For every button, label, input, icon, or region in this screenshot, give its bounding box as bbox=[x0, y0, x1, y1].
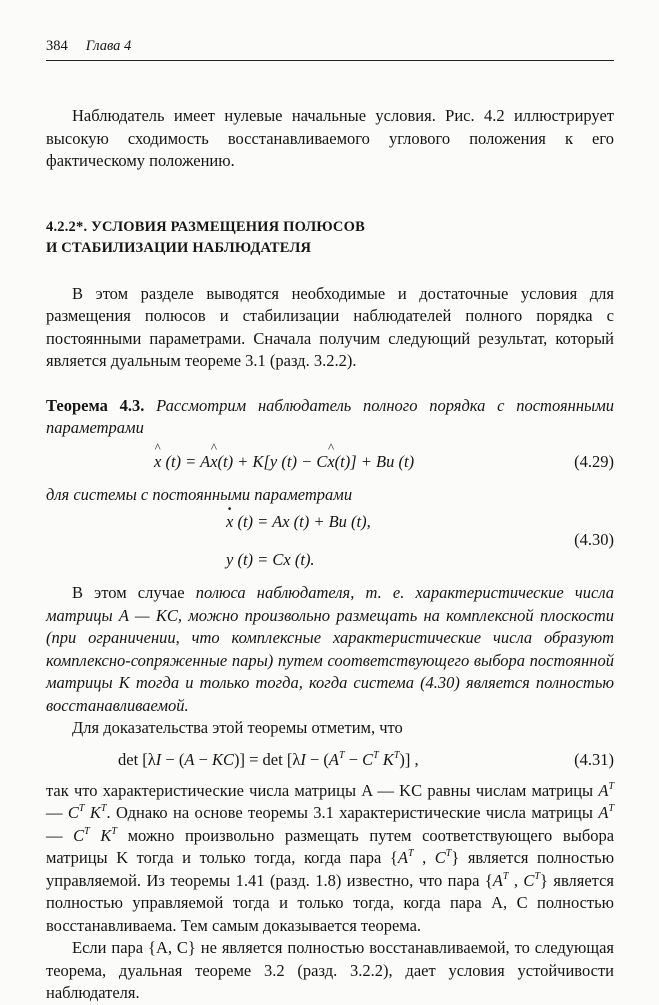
section-title-line1: 4.2.2*. УСЛОВИЯ РАЗМЕЩЕНИЯ ПОЛЮСОВ bbox=[46, 218, 365, 235]
equation-4-31-number: (4.31) bbox=[574, 749, 614, 769]
equation-4-29-body: ^ x (t) = A^ x(t) + K[y (t) − C^ x(t)] + Bu (t) bbox=[154, 452, 414, 472]
proof-text-3: можно произвольно размещать путем соответствующего выбора матрицы K тогда и только тогда, когда пара bbox=[46, 825, 615, 867]
equation-4-31 bbox=[46, 740, 614, 780]
proof-text-1: так что характеристические числа матрицы A — KC равны числам матрицы bbox=[46, 780, 594, 800]
page-header bbox=[46, 38, 614, 61]
equation-4-30-line2: y (t) = Cx (t). bbox=[226, 550, 315, 569]
proof-text-2: . Однако на основе теоремы 3.1 характеристические числа матрицы bbox=[106, 803, 593, 822]
conclusion-lead: В этом случае bbox=[72, 583, 196, 602]
equation-4-30-line1: · x (t) = Ax (t) + Bu (t), bbox=[226, 512, 371, 532]
equation-4-31-body: $\det [\lambda I - (A - KC)] = \det [\lambda I - (A^T - C^T$ $K^T$)] , bbox=[118, 749, 419, 769]
equation-4-30-number: (4.30) bbox=[574, 530, 614, 549]
intro-paragraph: Наблюдатель имеет нулевые начальные условия. Рис. 4.2 иллюстрирует высокую сходимость восстанавливаемого углового положения к его фактическому положению. bbox=[46, 106, 614, 170]
proof-lead: Для доказательства этой теоремы отметим, что bbox=[72, 718, 403, 737]
final-paragraph: Если пара {A, C} не является полностью восстанавливаемой, то следующая теорема, дуальная теореме 3.2 (разд. 3.2.2), дает условия устойчивости наблюдателя. bbox=[46, 938, 614, 1002]
system-text: для системы с постоянными параметрами bbox=[46, 484, 353, 504]
page-number: 384 bbox=[46, 38, 68, 54]
conclusion-text: полюса наблюдателя, т. е. характеристические числа матрицы A — KC, можно произвольно размещать на комплексной плоскости (при ограничении, что комплексные характеристические числа образуют комплексно-сопряженные пары) путем соответствующего выбора постоянной матрицы K тогда и только тогда, когда система (4.30) является полностью восстанавливаемой. bbox=[46, 583, 615, 715]
theorem-text: Рассмотрим наблюдатель полного порядка с постоянными параметрами bbox=[46, 395, 614, 437]
equation-4-30 bbox=[46, 506, 614, 582]
proof-text-4: является полностью управляемой. Из теоремы 1.41 (разд. 1.8) известно, что пара bbox=[46, 848, 615, 890]
proof-paragraph: так что характеристические числа матрицы A — KC равны числам матрицы $A^T$ — $C^T$ $K^T$. Однако на основе теоремы 3.1 характеристические числа матрицы $A^T$ — $C^T$ $K^T$ можно произвольно размещать путем соответствующего выбора матрицы K тогда и только тогда, когда пара {$A^T$ , $C^T$} является полностью управляемой. Из теоремы 1.41 (разд. 1.8) известно, что пара {$A^T$ , $C^T$} является полностью управляемой тогда и только тогда, когда пара A, C полностью восстанавливаема. Тем самым доказывается теорема. bbox=[46, 780, 615, 935]
book-page bbox=[46, 38, 614, 1005]
theorem-label: Теорема 4.3. bbox=[46, 395, 145, 415]
equation-4-29-number: (4.29) bbox=[574, 451, 614, 471]
theorem-conclusion bbox=[46, 582, 614, 717]
section-heading bbox=[46, 217, 614, 259]
proof-text-5: является полностью управляемой тогда и только тогда, когда пара A, C полностью восстанавливаема. Тем самым доказывается теорема. bbox=[46, 870, 614, 935]
equation-4-29 bbox=[46, 440, 614, 484]
theorem-statement bbox=[46, 395, 614, 440]
chapter-title: Глава 4 bbox=[85, 38, 132, 54]
section-title-line2: И СТАБИЛИЗАЦИИ НАБЛЮДАТЕЛЯ bbox=[46, 239, 312, 256]
section-paragraph: В этом разделе выводятся необходимые и достаточные условия для размещения полюсов и стабилизации наблюдателей полного порядка с постоянными параметрами. Сначала получим следующий результат, который является дуальным теореме 3.1 (разд. 3.2.2). bbox=[46, 283, 614, 370]
